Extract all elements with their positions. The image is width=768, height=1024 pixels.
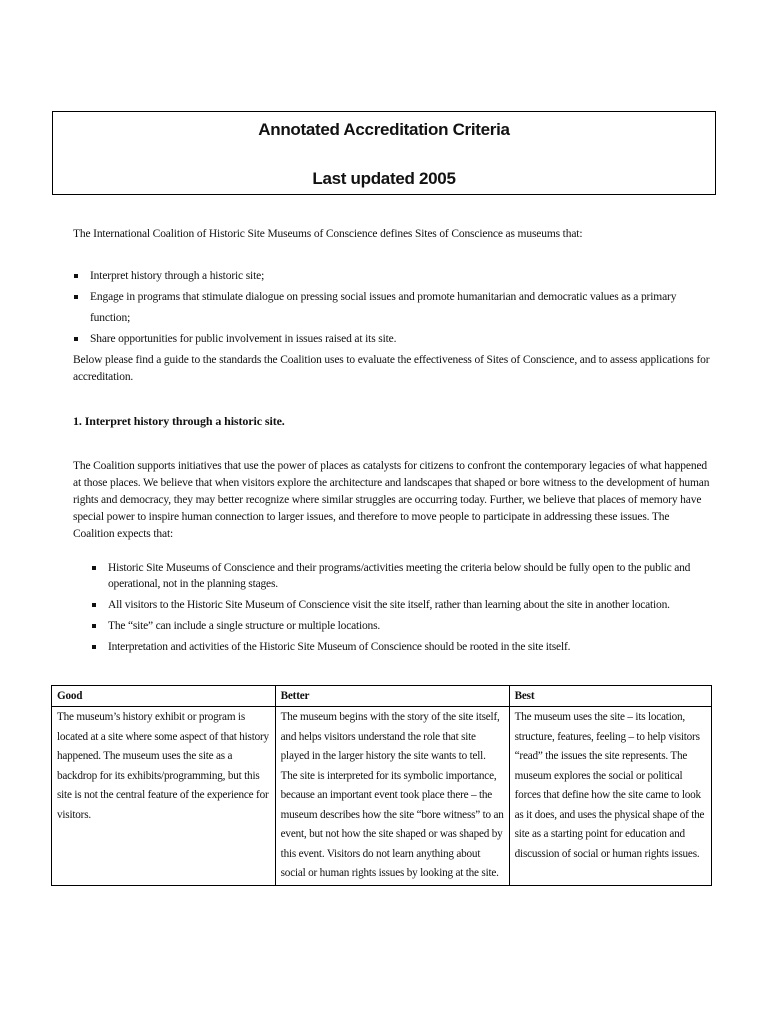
- list-item: Interpret history through a historic site;: [73, 266, 713, 287]
- list-item: The “site” can include a single structure or multiple locations.: [91, 618, 716, 634]
- list-item: Share opportunities for public involvement in issues raised at its site.: [73, 329, 713, 350]
- column-header-better: Better: [275, 686, 509, 707]
- intro-paragraph: The International Coalition of Historic Site Museums of Conscience defines Sites of Conscience as museums that:: [73, 228, 583, 240]
- list-item: Interpretation and activities of the Historic Site Museum of Conscience should be rooted in the site itself.: [91, 639, 716, 655]
- table-cell: The museum’s history exhibit or program is located at a site where some aspect of that history happened. The museum uses the site as a backdrop for its exhibits/programming, but this site is not the central feature of the experience for visitors.: [52, 707, 276, 886]
- document-title: Annotated Accreditation Criteria: [258, 120, 510, 139]
- list-item: Engage in programs that stimulate dialogue on pressing social issues and promote humanitarian and democratic values as a primary function;: [73, 287, 713, 329]
- expectations-list: [91, 560, 716, 660]
- list-item: All visitors to the Historic Site Museum of Conscience visit the site itself, rather than learning about the site in another location.: [91, 597, 716, 613]
- table-cell: The museum begins with the story of the site itself, and helps visitors understand the role that site played in the larger history the site wants to tell. The site is interpreted for its symbolic importance, because an important event took place there – the museum describes how the site “bore witness” to an event, but not how the site shaped or was shaped by this event. Visitors do not learn anything about social or human rights issues by looking at the site.: [275, 707, 509, 886]
- section-paragraph: The Coalition supports initiatives that use the power of places as catalysts for citizens to confront the contemporary legacies of what happened at those places. We believe that when visitors explore the architecture and landscapes that shaped or bore witness to the development of human rights and democracy, they may better recognize where similar struggles are occurring today. Further, we believe that places of memory have special power to inspire human connection to larger issues, and therefore to move people to participate in addressing these issues. The Coalition expects that:: [73, 460, 710, 540]
- table-header-row: [52, 686, 712, 707]
- column-header-best: Best: [509, 686, 711, 707]
- table-cell: The museum uses the site – its location, structure, features, feeling – to help visitors “read” the issues the site represents. The museum explores the social or political forces that define how the site came to look as it does, and uses the physical shape of the site as a starting point for education and discussion of social or human rights issues.: [509, 707, 711, 886]
- list-item: Historic Site Museums of Conscience and their programs/activities meeting the criteria below should be fully open to the public and operational, not in the planning stages.: [91, 560, 716, 592]
- document-date: Last updated 2005: [312, 169, 456, 188]
- definition-list: [73, 266, 713, 350]
- criteria-table: [51, 685, 712, 886]
- column-header-good: Good: [52, 686, 276, 707]
- guide-paragraph: Below please find a guide to the standards the Coalition uses to evaluate the effectiveness of Sites of Conscience, and to assess applications for accreditation.: [73, 354, 710, 383]
- section-heading: 1. Interpret history through a historic site.: [73, 414, 285, 428]
- title-box: [52, 111, 716, 195]
- table-row: [52, 707, 712, 886]
